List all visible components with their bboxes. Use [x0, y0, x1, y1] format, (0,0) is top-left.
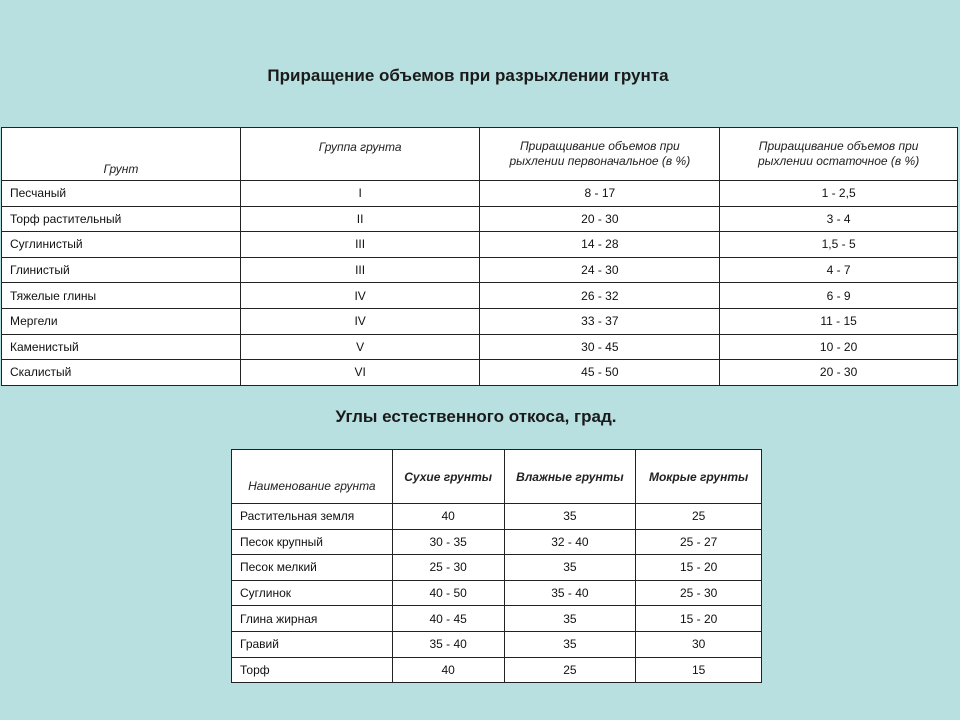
table-row	[2, 232, 958, 258]
cell-wet: 35 - 40	[504, 580, 636, 606]
cell-residual: 20 - 30	[720, 360, 958, 386]
cell-initial: 8 - 17	[480, 181, 720, 207]
cell-wet: 25	[504, 657, 636, 683]
cell-residual: 11 - 15	[720, 308, 958, 334]
cell-initial: 33 - 37	[480, 308, 720, 334]
table-row	[2, 334, 958, 360]
cell-initial: 30 - 45	[480, 334, 720, 360]
cell-wet: 35	[504, 504, 636, 530]
table-row	[2, 257, 958, 283]
cell-soaked: 15	[636, 657, 762, 683]
table-row	[232, 606, 762, 632]
cell-initial: 20 - 30	[480, 206, 720, 232]
cell-soil: Глинистый	[2, 257, 241, 283]
cell-residual: 3 - 4	[720, 206, 958, 232]
cell-name: Растительная земля	[232, 504, 393, 530]
cell-soaked: 30	[636, 631, 762, 657]
cell-group: II	[240, 206, 480, 232]
cell-soil: Мергели	[2, 308, 241, 334]
table-row	[2, 283, 958, 309]
header-initial	[480, 128, 720, 181]
cell-soaked: 15 - 20	[636, 606, 762, 632]
cell-name: Глина жирная	[232, 606, 393, 632]
cell-initial: 14 - 28	[480, 232, 720, 258]
table1-header-row	[2, 128, 958, 181]
header-initial-line2: рыхлении первоначальное (в %)	[509, 154, 691, 168]
cell-soil: Торф растительный	[2, 206, 241, 232]
table-row	[232, 555, 762, 581]
cell-name: Гравий	[232, 631, 393, 657]
header-group: Группа грунта	[240, 128, 480, 181]
table2-title: Углы естественного откоса, град.	[335, 407, 617, 426]
cell-group: IV	[240, 283, 480, 309]
cell-dry: 40 - 50	[392, 580, 504, 606]
cell-name: Песок мелкий	[232, 555, 393, 581]
cell-dry: 40	[392, 657, 504, 683]
table-row	[2, 360, 958, 386]
cell-dry: 40 - 45	[392, 606, 504, 632]
soil-loosening-table	[1, 127, 958, 386]
cell-soaked: 25 - 27	[636, 529, 762, 555]
header-dry: Сухие грунты	[392, 450, 504, 504]
table-row	[2, 308, 958, 334]
header-wet: Влажные грунты	[504, 450, 636, 504]
cell-initial: 24 - 30	[480, 257, 720, 283]
cell-dry: 25 - 30	[392, 555, 504, 581]
cell-residual: 1,5 - 5	[720, 232, 958, 258]
table-row	[2, 206, 958, 232]
cell-dry: 40	[392, 504, 504, 530]
header-residual-line1: Приращивание объемов при	[758, 139, 919, 153]
table-row	[232, 580, 762, 606]
cell-soil: Каменистый	[2, 334, 241, 360]
table-row	[2, 181, 958, 207]
cell-group: V	[240, 334, 480, 360]
cell-wet: 32 - 40	[504, 529, 636, 555]
header-name: Наименование грунта	[232, 450, 393, 504]
cell-group: III	[240, 232, 480, 258]
cell-group: I	[240, 181, 480, 207]
table-row	[232, 504, 762, 530]
cell-dry: 35 - 40	[392, 631, 504, 657]
cell-wet: 35	[504, 606, 636, 632]
cell-soil: Песчаный	[2, 181, 241, 207]
header-soaked: Мокрые грунты	[636, 450, 762, 504]
table1-title: Приращение объемов при разрыхлении грунта	[267, 66, 669, 85]
table2-header-row	[232, 450, 762, 504]
cell-wet: 35	[504, 631, 636, 657]
cell-soil: Суглинистый	[2, 232, 241, 258]
cell-residual: 10 - 20	[720, 334, 958, 360]
cell-soaked: 25	[636, 504, 762, 530]
cell-group: VI	[240, 360, 480, 386]
table-row	[232, 631, 762, 657]
header-initial-line1: Приращивание объемов при	[519, 139, 680, 153]
cell-residual: 6 - 9	[720, 283, 958, 309]
cell-residual: 1 - 2,5	[720, 181, 958, 207]
header-residual	[720, 128, 958, 181]
cell-soaked: 15 - 20	[636, 555, 762, 581]
cell-dry: 30 - 35	[392, 529, 504, 555]
cell-name: Торф	[232, 657, 393, 683]
cell-name: Песок крупный	[232, 529, 393, 555]
table-row	[232, 657, 762, 683]
header-residual-line2: рыхлении остаточное (в %)	[758, 154, 920, 168]
cell-initial: 45 - 50	[480, 360, 720, 386]
cell-group: III	[240, 257, 480, 283]
cell-name: Суглинок	[232, 580, 393, 606]
cell-wet: 35	[504, 555, 636, 581]
cell-group: IV	[240, 308, 480, 334]
cell-soil: Тяжелые глины	[2, 283, 241, 309]
repose-angle-table	[231, 449, 762, 683]
cell-soaked: 25 - 30	[636, 580, 762, 606]
cell-soil: Скалистый	[2, 360, 241, 386]
header-soil: Грунт	[2, 128, 241, 181]
cell-residual: 4 - 7	[720, 257, 958, 283]
table-row	[232, 529, 762, 555]
cell-initial: 26 - 32	[480, 283, 720, 309]
